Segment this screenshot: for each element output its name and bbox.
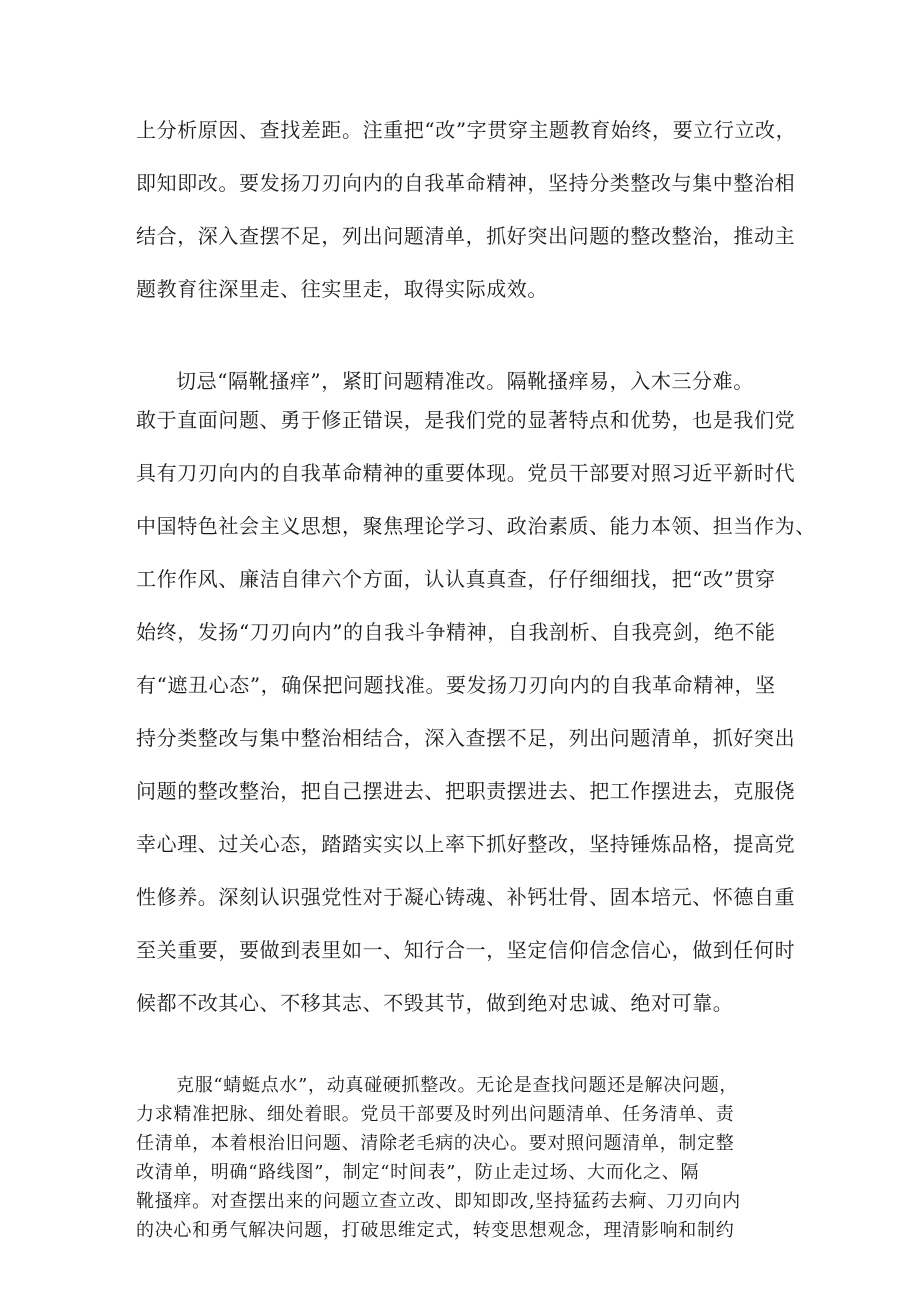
text-line: 幸心理、过关心态，踏踏实实以上率下抓好整改，坚持锤炼品格，提高党 — [136, 832, 796, 856]
text-line: 持分类整改与集中整治相结合，深入查摆不足，列出问题清单，抓好突出 — [136, 726, 796, 750]
text-line: 问题的整改整治，把自己摆进去、把职责摆进去、把工作摆进去，克服侥 — [136, 779, 796, 803]
text-line: 克服“蜻蜓点水”，动真碰硬抓整改。无论是查找问题还是解决问题， — [176, 1075, 739, 1096]
text-line: 即知即改。要发扬刀刃向内的自我革命精神，坚持分类整改与集中整治相 — [136, 171, 796, 195]
text-line: 的决心和勇气解决问题，打破思维定式，转变思想观念，理清影响和制约 — [136, 1220, 735, 1241]
text-line: 改清单，明确“路线图”，制定“时间表”，防止走过场、大而化之、隔 — [136, 1162, 700, 1183]
text-line: 有“遮丑心态”，确保把问题找准。要发扬刀刃向内的自我革命精神，坚 — [136, 673, 776, 697]
text-line: 至关重要，要做到表里如一、知行合一，坚定信仰信念信心，做到任何时 — [136, 938, 796, 962]
text-line: 上分析原因、查找差距。注重把“改”字贯穿主题教育始终，要立行立改， — [136, 118, 797, 142]
text-line: 切忌“隔靴搔痒”，紧盯问题精准改。隔靴搔痒易，入木三分难。 — [176, 369, 754, 393]
text-line: 靴搔痒。对查摆出来的问题立查立改、即知即改,坚持猛药去痾、刀刃向内 — [136, 1191, 741, 1212]
text-line: 始终，发扬“刀刃向内”的自我斗争精神，自我剖析、自我亮剑，绝不能 — [136, 620, 776, 644]
text-line: 敢于直面问题、勇于修正错误，是我们党的显著特点和优势，也是我们党 — [136, 408, 796, 432]
text-line: 任清单，本着根治旧问题、清除老毛病的决心。要对照问题清单，制定整 — [136, 1133, 735, 1154]
text-line: 具有刀刃向内的自我革命精神的重要体现。党员干部要对照习近平新时代 — [136, 461, 796, 485]
text-line: 候都不改其心、不移其志、不毁其节，做到绝对忠诚、绝对可靠。 — [136, 991, 734, 1015]
text-line: 性修养。深刻认识强党性对于凝心铸魂、补钙壮骨、固本培元、怀德自重 — [136, 885, 796, 909]
text-line: 结合，深入查摆不足，列出问题清单，抓好突出问题的整改整治，推动主 — [136, 224, 796, 248]
text-line: 力求精准把脉、细处着眼。党员干部要及时列出问题清单、任务清单、责 — [136, 1104, 735, 1125]
text-line: 工作作风、廉洁自律六个方面，认认真真查，仔仔细细找，把“改”贯穿 — [136, 567, 776, 591]
text-line: 题教育往深里走、往实里走，取得实际成效。 — [136, 277, 548, 301]
text-line: 中国特色社会主义思想，聚焦理论学习、政治素质、能力本领、担当作为、 — [136, 514, 816, 538]
